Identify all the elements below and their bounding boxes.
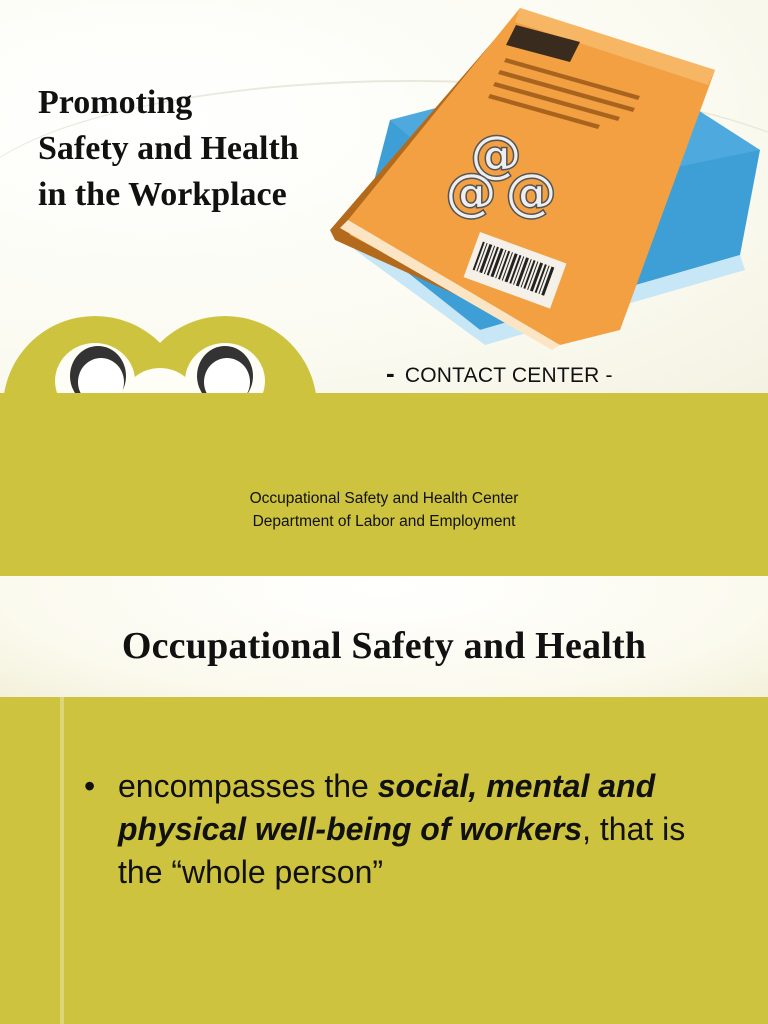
organization-block (0, 487, 768, 533)
bullet-tail: , that is the “whole person” (118, 811, 686, 890)
content-slide-header (0, 576, 768, 697)
subtitle-dash: - (386, 358, 395, 388)
title-line-1: Promoting (38, 84, 193, 121)
bullet-item (84, 765, 724, 894)
bullet-marker: • (84, 768, 96, 804)
organization-line-1: Occupational Safety and Health Center (249, 490, 519, 507)
contact-center-subtitle (386, 358, 613, 389)
rings-decoration (0, 296, 320, 396)
content-slide (0, 576, 768, 1024)
subtitle-text: CONTACT CENTER - (404, 364, 613, 387)
content-slide-body (0, 697, 768, 1024)
bullet-emphasis: social, mental and physical well-being of workers (118, 768, 656, 847)
title-slide-band (0, 393, 768, 576)
title-line-2: Safety and Health (38, 130, 299, 167)
title-line-3: in the Workplace (38, 176, 287, 213)
orange-book (330, 8, 715, 350)
organization-line-2: Department of Labor and Employment (252, 513, 516, 530)
vertical-rule (60, 697, 64, 1024)
content-slide-title: Occupational Safety and Health (121, 625, 647, 667)
book-illustration (320, 0, 760, 360)
bullet-text (118, 765, 724, 894)
slide-title (38, 80, 378, 218)
svg-text:@: @ (470, 125, 522, 185)
svg-text:@: @ (445, 163, 497, 223)
bullet-lead: encompasses the (118, 768, 378, 804)
svg-text:@: @ (505, 163, 557, 223)
